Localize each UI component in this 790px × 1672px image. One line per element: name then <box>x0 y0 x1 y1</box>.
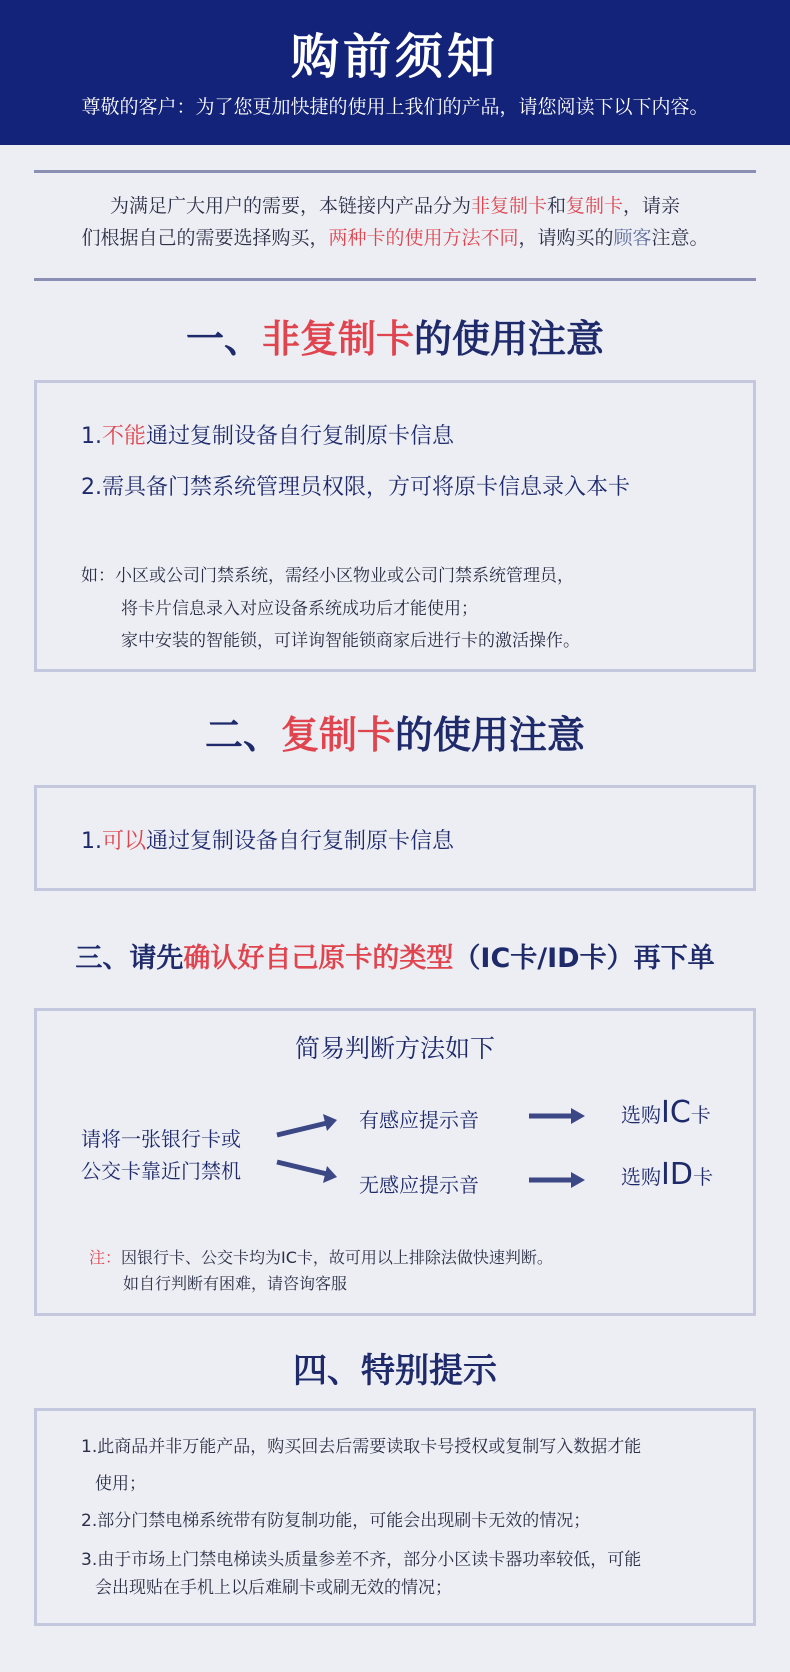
section1-note-1: 如：小区或公司门禁系统，需经小区物业或公司门禁系统管理员， <box>81 566 574 586</box>
section3-left-line-1: 请将一张银行卡或 <box>81 1127 241 1151</box>
section3-box-title: 简易判断方法如下 <box>294 1034 495 1063</box>
section1-item-1-cannot: 不能 <box>102 424 147 449</box>
section3-left-line-2: 公交卡靠近门禁机 <box>81 1159 241 1183</box>
intro-text-5: 注意。 <box>651 227 709 249</box>
page-title: 购前须知 <box>290 29 499 85</box>
section1-prefix: 一、 <box>185 317 262 361</box>
intro-customer: 顾客 <box>613 227 652 249</box>
section1-item-1-num: 1. <box>81 424 102 449</box>
section3-note-1-text: 因银行卡、公交卡均为IC卡，故可用以上排除法做快速判断。 <box>121 1248 553 1267</box>
section4-tip-3b: 会出现贴在手机上以后难刷卡或刷无效的情况； <box>95 1578 452 1598</box>
arrow-down-right-icon <box>275 1156 341 1186</box>
intro-different-usage: 两种卡的使用方法不同 <box>328 227 519 249</box>
result-id-label: ID <box>661 1157 693 1192</box>
divider-top <box>34 170 756 173</box>
section3-note-2: 如自行判断有困难，请咨询客服 <box>123 1274 348 1293</box>
divider-bottom <box>34 278 756 281</box>
section4-tip-2: 2.部分门禁电梯系统带有防复制功能，可能会出现刷卡无效的情况； <box>81 1511 591 1531</box>
section3-suffix: （IC卡/ID卡）再下单 <box>453 943 715 974</box>
arrow-right-icon <box>527 1169 589 1191</box>
section4-tip-1b: 使用； <box>95 1474 146 1494</box>
section1-note-3: 家中安装的智能锁，可详询智能锁商家后进行卡的激活操作。 <box>121 631 580 651</box>
section4-box <box>34 1408 756 1626</box>
section3-title <box>0 936 790 975</box>
intro-non-copy-card: 非复制卡 <box>470 195 547 217</box>
section1-box <box>34 380 756 672</box>
section2-item-1-num: 1. <box>81 829 102 854</box>
section1-item-1 <box>81 419 454 450</box>
section3-note-label: 注： <box>89 1248 122 1267</box>
result-id-pre: 选购 <box>621 1165 661 1189</box>
section2-item-1-can: 可以 <box>102 829 147 854</box>
intro-text-4: ，请购买的 <box>518 227 614 249</box>
section3-result-ic <box>621 1095 711 1130</box>
section1-note-2: 将卡片信息录入对应设备系统成功后才能使用； <box>121 599 478 619</box>
section3-mid-1: 有感应提示音 <box>359 1108 479 1132</box>
section1-item-1-text: 通过复制设备自行复制原卡信息 <box>146 424 455 449</box>
result-ic-label: IC <box>661 1095 691 1130</box>
section2-box <box>34 785 756 891</box>
section3-mid-2: 无感应提示音 <box>359 1173 479 1197</box>
section1-item-2: 2.需具备门禁系统管理员权限，方可将原卡信息录入本卡 <box>81 475 630 500</box>
section4-title: 四、特别提示 <box>293 1351 497 1391</box>
arrow-right-icon <box>527 1105 589 1127</box>
section3-note-1 <box>89 1245 553 1268</box>
section2-suffix: 的使用注意 <box>395 713 586 757</box>
result-id-post: 卡 <box>692 1165 713 1189</box>
intro-and: 和 <box>546 195 566 217</box>
intro-text-2: ，请亲 <box>623 195 681 217</box>
section1-title <box>0 308 790 363</box>
page-subtitle: 尊敬的客户：为了您更加快捷的使用上我们的产品，请您阅读下以下内容。 <box>81 96 709 118</box>
section1-highlight: 非复制卡 <box>261 317 414 361</box>
intro-copy-card: 复制卡 <box>566 195 624 217</box>
section2-title <box>0 704 790 759</box>
section4-tip-1a: 1.此商品并非万能产品，购买回去后需要读取卡号授权或复制写入数据才能 <box>81 1437 642 1457</box>
section2-prefix: 二、 <box>204 713 281 757</box>
result-ic-post: 卡 <box>690 1103 711 1127</box>
result-ic-pre: 选购 <box>621 1103 661 1127</box>
section4-tip-3a: 3.由于市场上门禁电梯读头质量参差不齐，部分小区读卡器功率较低，可能 <box>81 1550 642 1570</box>
section3-prefix: 三、请先 <box>75 943 184 974</box>
section2-item-1-text: 通过复制设备自行复制原卡信息 <box>146 829 455 854</box>
arrow-up-right-icon <box>275 1111 341 1141</box>
section1-suffix: 的使用注意 <box>414 317 605 361</box>
section2-highlight: 复制卡 <box>280 713 395 757</box>
section3-highlight: 确认好自己原卡的类型 <box>183 943 454 974</box>
intro-text-1: 为满足广大用户的需要，本链接内产品分为 <box>109 195 471 217</box>
header-banner <box>0 0 790 145</box>
section3-result-id <box>621 1157 713 1192</box>
section3-box <box>34 1008 756 1316</box>
intro-text <box>34 190 756 254</box>
section2-item-1 <box>81 824 454 855</box>
intro-text-3: 们根据自己的需要选择购买， <box>81 227 329 249</box>
